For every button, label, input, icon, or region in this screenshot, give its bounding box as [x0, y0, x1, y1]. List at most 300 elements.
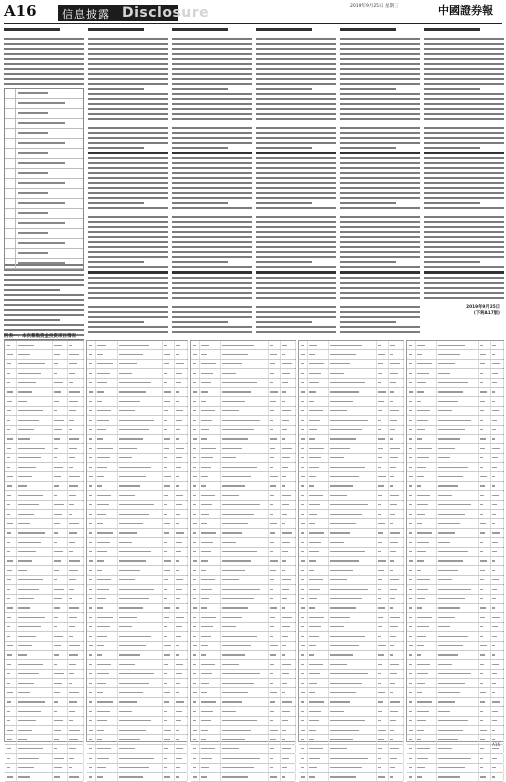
table-cell-text — [270, 739, 276, 740]
table-cell-text — [301, 617, 304, 618]
table-row — [299, 529, 403, 538]
table-cell-text — [301, 636, 304, 637]
text-line — [172, 236, 252, 238]
table-row — [191, 566, 295, 575]
data-table-a — [4, 340, 84, 742]
table-row — [87, 519, 187, 528]
table-cell-text — [309, 654, 313, 655]
text-line — [88, 142, 168, 144]
table-cell-text — [330, 532, 350, 533]
table-cell-text — [270, 730, 278, 731]
data-table-b — [86, 340, 188, 742]
table-row — [5, 745, 83, 754]
table-cell-text — [97, 711, 110, 712]
table-cell-text — [193, 523, 197, 524]
text-line — [424, 88, 480, 90]
text-column-2 — [88, 28, 168, 336]
text-line — [172, 157, 252, 159]
table-cell-text — [89, 767, 92, 768]
text-line — [340, 63, 420, 65]
table-cell-text — [301, 673, 304, 674]
table-cell-text — [492, 410, 500, 411]
table-cell-text — [69, 523, 78, 524]
table-cell-text — [97, 767, 106, 768]
table-cell-text — [417, 523, 423, 524]
text-line — [256, 306, 336, 308]
table-cell-text — [301, 711, 304, 712]
table-cell-text — [119, 391, 146, 392]
table-row — [5, 557, 83, 566]
table-row — [87, 623, 187, 632]
text-line — [424, 43, 504, 45]
table-cell-text — [301, 579, 304, 580]
table-cell-text — [309, 598, 317, 599]
table-cell-text — [201, 504, 212, 505]
table-cell-text — [492, 504, 498, 505]
inline-table-row — [5, 199, 83, 209]
table-cell-text — [301, 645, 305, 646]
table-row — [407, 397, 503, 406]
table-cell-text — [193, 504, 196, 505]
table-cell-text — [164, 476, 171, 477]
table-cell-text — [69, 711, 74, 712]
table-cell-text — [97, 363, 113, 364]
page-header — [0, 0, 506, 24]
inline-table-text — [18, 92, 48, 94]
table-cell-text — [119, 363, 137, 364]
table-cell-text — [492, 429, 496, 430]
table-cell-text — [54, 373, 57, 374]
text-line — [256, 316, 336, 318]
table-cell-text — [330, 776, 356, 777]
table-row — [191, 491, 295, 500]
table-cell-text — [480, 701, 485, 702]
text-line — [172, 127, 252, 129]
table-cell-text — [89, 485, 92, 486]
table-cell-text — [390, 363, 399, 364]
table-row — [407, 754, 503, 763]
table-cell-text — [309, 607, 315, 608]
text-line — [172, 331, 252, 333]
text-line — [340, 147, 396, 149]
table-row — [87, 369, 187, 378]
text-line — [256, 331, 336, 333]
table-cell-text — [438, 607, 460, 608]
table-cell-text — [282, 720, 288, 721]
text-line — [256, 58, 336, 60]
text-line — [256, 162, 336, 164]
table-cell-text — [176, 570, 179, 571]
text-line — [172, 182, 252, 184]
table-cell-text — [417, 420, 428, 421]
table-cell-text — [301, 429, 304, 430]
table-cell-text — [330, 598, 362, 599]
table-cell-text — [7, 570, 12, 571]
table-row — [5, 379, 83, 388]
table-row — [299, 454, 403, 463]
table-cell-text — [97, 598, 106, 599]
table-cell-text — [282, 701, 291, 702]
text-line — [340, 226, 420, 228]
table-cell-text — [390, 654, 393, 655]
text-line — [256, 182, 336, 184]
table-cell-text — [7, 683, 10, 684]
table-row — [299, 604, 403, 613]
table-row — [299, 350, 403, 359]
table-cell-text — [301, 476, 305, 477]
table-cell-text — [97, 532, 113, 533]
table-row — [5, 501, 83, 510]
table-cell-text — [480, 391, 487, 392]
text-line — [340, 241, 420, 243]
table-cell-text — [301, 495, 304, 496]
table-row — [407, 745, 503, 754]
table-cell-text — [438, 523, 460, 524]
text-line — [340, 202, 396, 204]
table-row — [87, 745, 187, 754]
table-cell-text — [97, 654, 102, 655]
text-line — [88, 83, 168, 85]
table-cell-text — [176, 589, 182, 590]
inline-table-row — [5, 89, 83, 99]
table-cell-text — [54, 354, 60, 355]
table-cell-text — [270, 683, 273, 684]
text-line — [256, 38, 336, 40]
table-cell-text — [492, 767, 496, 768]
table-cell-text — [282, 589, 289, 590]
table-cell-text — [378, 420, 381, 421]
table-cell-text — [18, 598, 34, 599]
table-cell-text — [492, 382, 497, 383]
table-cell-text — [480, 532, 485, 533]
text-line — [340, 162, 420, 164]
text-line — [340, 103, 420, 105]
table-cell-text — [492, 495, 500, 496]
table-cell-text — [222, 514, 254, 515]
table-cell-text — [176, 532, 184, 533]
table-row — [407, 426, 503, 435]
table-row — [299, 548, 403, 557]
table-cell-text — [222, 776, 248, 777]
text-line — [340, 266, 420, 268]
table-cell-text — [309, 363, 324, 364]
table-cell-text — [222, 626, 236, 627]
table-cell-text — [282, 683, 287, 684]
table-cell-text — [409, 617, 412, 618]
table-cell-text — [417, 579, 431, 580]
table-cell-text — [480, 504, 483, 505]
table-cell-text — [54, 617, 58, 618]
inline-table-text — [18, 252, 48, 254]
table-row — [407, 454, 503, 463]
table-cell-text — [89, 560, 93, 561]
table-cell-text — [409, 363, 412, 364]
text-line — [88, 266, 168, 268]
table-cell-text — [201, 467, 210, 468]
text-line — [340, 192, 420, 194]
text-line — [256, 246, 336, 248]
table-cell-text — [97, 664, 111, 665]
table-cell-text — [18, 542, 41, 543]
table-cell-text — [89, 570, 92, 571]
text-line — [88, 98, 168, 100]
table-row — [299, 426, 403, 435]
table-cell-text — [378, 692, 385, 693]
table-row — [5, 688, 83, 697]
table-row — [5, 369, 83, 378]
table-cell-text — [390, 776, 393, 777]
table-row — [299, 519, 403, 528]
table-cell-text — [390, 457, 398, 458]
table-row — [5, 435, 83, 444]
table-cell-text — [309, 664, 322, 665]
table-cell-text — [7, 476, 13, 477]
table-cell-text — [270, 457, 274, 458]
text-line — [256, 132, 336, 134]
table-row — [407, 576, 503, 585]
table-cell-text — [69, 438, 78, 439]
table-row — [407, 698, 503, 707]
table-cell-text — [54, 692, 60, 693]
table-cell-text — [119, 373, 132, 374]
table-cell-text — [378, 598, 381, 599]
table-cell-text — [89, 373, 92, 374]
table-row — [407, 632, 503, 641]
text-line — [256, 98, 336, 100]
text-line — [88, 311, 168, 313]
table-cell-text — [309, 673, 320, 674]
text-line — [4, 299, 84, 301]
text-line — [172, 192, 252, 194]
text-line — [424, 172, 504, 174]
table-cell-text — [69, 551, 72, 552]
table-cell-text — [301, 363, 304, 364]
table-row — [299, 726, 403, 735]
table-row — [191, 698, 295, 707]
text-line — [424, 287, 504, 289]
table-cell-text — [480, 495, 484, 496]
table-row — [87, 632, 187, 641]
table-cell-text — [164, 485, 170, 486]
table-row — [299, 557, 403, 566]
table-cell-text — [97, 776, 103, 777]
text-line — [256, 231, 336, 233]
table-cell-text — [378, 579, 382, 580]
text-line — [424, 152, 504, 155]
table-cell-text — [201, 391, 208, 392]
table-row — [5, 773, 83, 782]
text-line — [256, 113, 336, 115]
table-row — [407, 764, 503, 773]
table-cell-text — [89, 532, 92, 533]
table-row — [87, 773, 187, 782]
table-cell-text — [54, 579, 57, 580]
text-line — [340, 177, 420, 179]
table-cell-text — [330, 410, 347, 411]
table-cell-text — [492, 448, 500, 449]
table-cell-text — [89, 711, 92, 712]
table-cell-text — [270, 589, 273, 590]
table-cell-text — [330, 748, 347, 749]
table-cell-text — [18, 429, 34, 430]
table-cell-text — [409, 532, 412, 533]
table-cell-text — [7, 382, 10, 383]
table-row — [299, 595, 403, 604]
text-line — [256, 277, 336, 279]
table-cell-text — [119, 607, 143, 608]
table-row — [299, 444, 403, 453]
text-line — [424, 98, 504, 100]
table-cell-text — [119, 589, 154, 590]
table-cell-text — [309, 579, 322, 580]
text-line — [88, 221, 168, 223]
table-row — [5, 707, 83, 716]
table-cell-text — [492, 570, 495, 571]
table-cell-text — [417, 711, 429, 712]
table-cell-text — [119, 730, 146, 731]
inline-table-cell — [5, 169, 16, 178]
text-line — [424, 93, 504, 95]
table-cell-text — [69, 664, 75, 665]
table-cell-text — [222, 542, 236, 543]
table-cell-text — [54, 485, 59, 486]
table-cell-text — [417, 354, 423, 355]
table-cell-text — [378, 560, 386, 561]
table-row — [299, 435, 403, 444]
table-cell-text — [119, 401, 140, 402]
text-line — [172, 292, 252, 294]
text-line — [340, 221, 420, 223]
table-row — [87, 698, 187, 707]
table-row — [87, 679, 187, 688]
table-cell-text — [309, 551, 318, 552]
table-cell-text — [480, 626, 483, 627]
text-line — [424, 182, 504, 184]
table-cell-text — [282, 673, 289, 674]
table-cell-text — [176, 429, 180, 430]
table-cell-text — [201, 429, 209, 430]
table-cell-text — [390, 448, 399, 449]
table-cell-text — [301, 701, 304, 702]
table-row — [87, 566, 187, 575]
table-cell-text — [438, 720, 468, 721]
table-cell-text — [309, 720, 318, 721]
table-cell-text — [492, 701, 500, 702]
table-cell-text — [309, 448, 324, 449]
table-cell-text — [97, 429, 106, 430]
table-cell-text — [409, 607, 412, 608]
table-cell-text — [164, 457, 167, 458]
text-line — [172, 167, 252, 169]
table-row — [5, 735, 83, 744]
table-cell-text — [18, 551, 37, 552]
text-line — [256, 43, 336, 45]
table-cell-text — [492, 373, 499, 374]
table-cell-text — [222, 589, 260, 590]
table-cell-text — [18, 401, 28, 402]
table-cell-text — [201, 579, 214, 580]
table-cell-text — [330, 420, 368, 421]
table-cell-text — [301, 457, 304, 458]
table-row — [87, 726, 187, 735]
table-cell-text — [270, 617, 275, 618]
table-cell-text — [378, 514, 381, 515]
text-line — [340, 98, 420, 100]
table-cell-text — [7, 598, 10, 599]
table-row — [191, 557, 295, 566]
table-cell-text — [18, 532, 45, 533]
text-column-5 — [340, 28, 420, 336]
table-cell-text — [270, 645, 278, 646]
table-cell-text — [89, 354, 92, 355]
table-cell-text — [480, 767, 483, 768]
inline-table-text — [18, 192, 48, 194]
table-cell-text — [378, 626, 382, 627]
table-cell-text — [193, 776, 197, 777]
text-line — [88, 108, 168, 110]
table-cell-text — [409, 673, 412, 674]
table-cell-text — [164, 748, 168, 749]
table-cell-text — [54, 598, 62, 599]
table-cell-text — [89, 598, 92, 599]
table-cell-text — [89, 683, 92, 684]
table-cell-text — [18, 495, 43, 496]
text-line — [256, 167, 336, 169]
text-line — [88, 43, 168, 45]
table-cell-text — [270, 692, 277, 693]
table-cell-text — [301, 373, 304, 374]
table-cell-text — [270, 476, 278, 477]
table-cell-text — [97, 391, 104, 392]
text-line — [4, 314, 84, 316]
table-cell-text — [54, 448, 58, 449]
table-cell-text — [193, 354, 197, 355]
table-cell-text — [417, 363, 432, 364]
table-row — [407, 444, 503, 453]
text-line — [340, 167, 420, 169]
table-cell-text — [492, 626, 499, 627]
table-cell-text — [480, 739, 485, 740]
table-cell-text — [7, 504, 10, 505]
table-cell-text — [417, 664, 431, 665]
table-cell-text — [119, 645, 146, 646]
table-cell-text — [480, 429, 483, 430]
table-cell-text — [97, 438, 103, 439]
table-cell-text — [409, 476, 413, 477]
table-cell-text — [270, 410, 274, 411]
table-cell-text — [390, 476, 394, 477]
table-cell-text — [7, 673, 10, 674]
text-line — [256, 187, 336, 189]
text-line — [88, 292, 168, 294]
table-cell-text — [176, 410, 183, 411]
table-cell-text — [201, 382, 210, 383]
text-line — [256, 137, 336, 139]
table-cell-text — [18, 636, 37, 637]
table-cell-text — [97, 692, 103, 693]
table-cell-text — [330, 730, 359, 731]
inline-table-text — [18, 152, 48, 154]
table-cell-text — [18, 354, 30, 355]
text-line — [88, 157, 168, 159]
table-row — [5, 660, 83, 669]
table-cell-text — [270, 532, 275, 533]
table-row — [191, 754, 295, 763]
table-cell-text — [18, 467, 37, 468]
table-cell-text — [176, 711, 182, 712]
inline-table-text — [18, 202, 65, 204]
table-row — [5, 651, 83, 660]
